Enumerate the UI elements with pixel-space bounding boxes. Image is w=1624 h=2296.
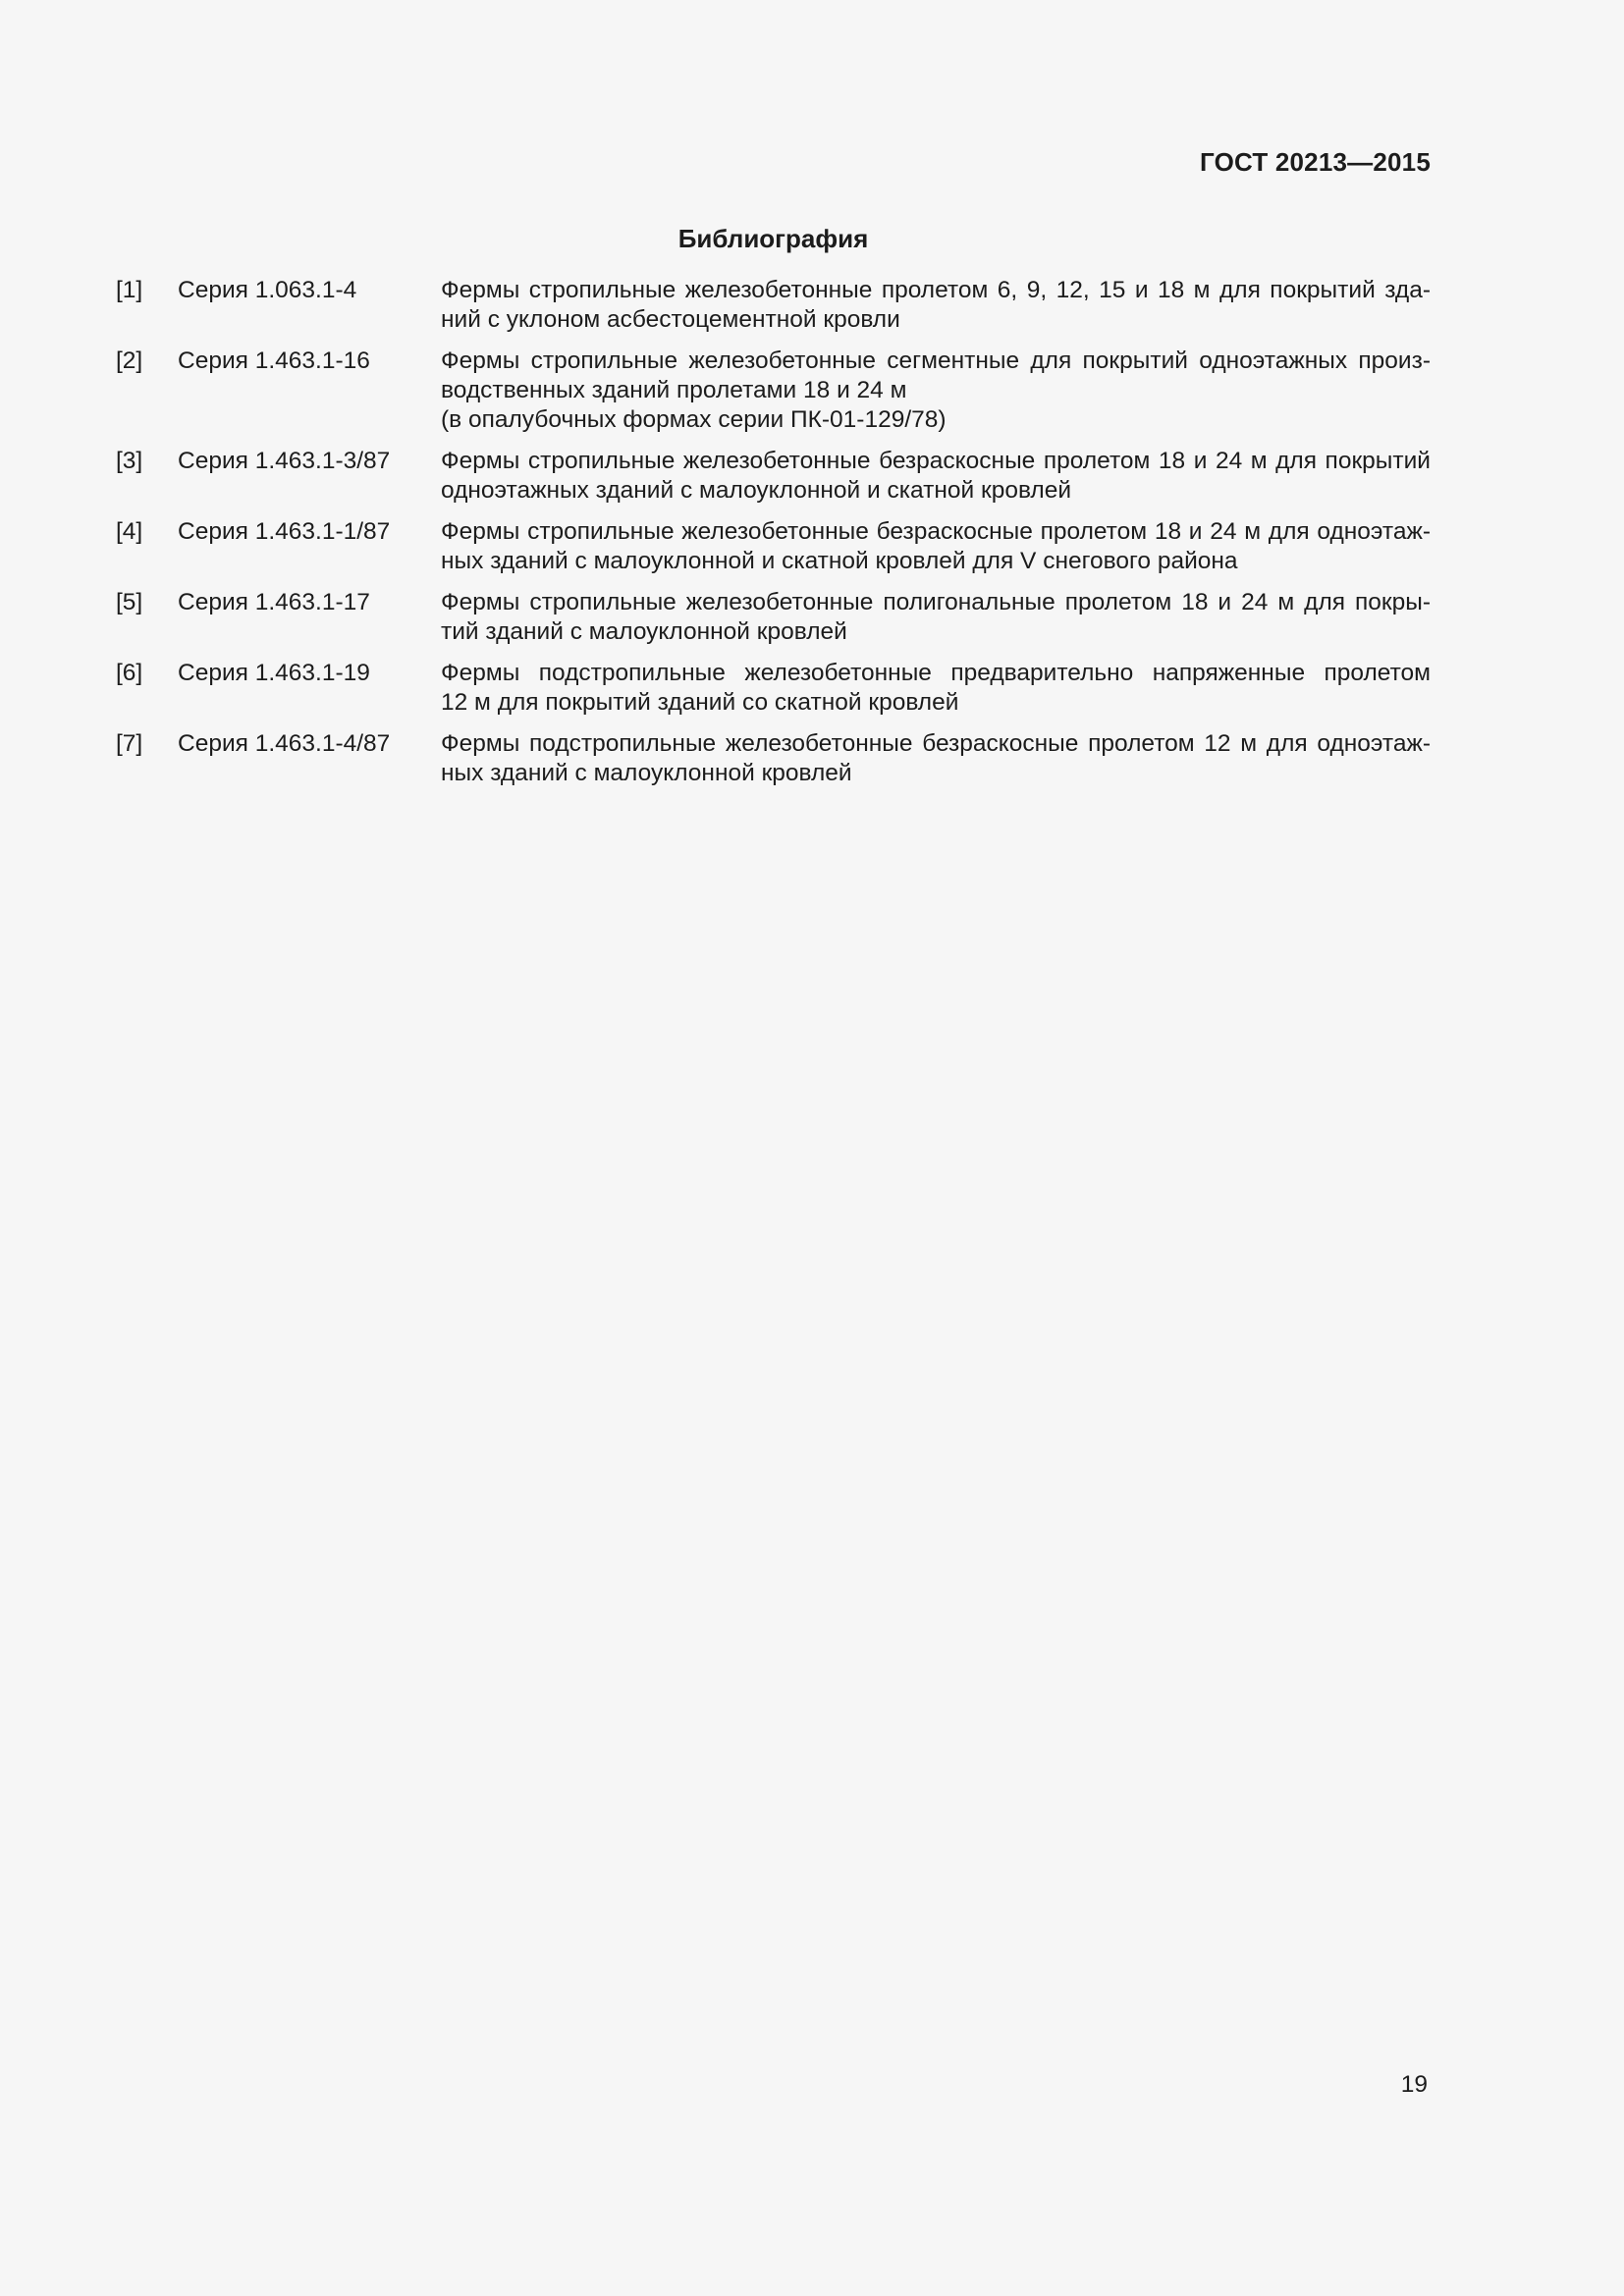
entry-description: [441, 276, 1431, 335]
document-code: ГОСТ 20213—2015: [1200, 147, 1431, 177]
entry-description: [441, 517, 1431, 576]
bibliography-entry: [116, 347, 1431, 435]
bibliography-entry: [116, 517, 1431, 576]
entry-description: [441, 347, 1431, 435]
entry-description: [441, 659, 1431, 718]
entry-description: [441, 729, 1431, 788]
entry-number: [3]: [116, 448, 143, 474]
entry-series: Серия 1.463.1-3/87: [178, 448, 391, 474]
entry-description-line: водственных зданий пролетами 18 и 24 м: [441, 377, 907, 403]
entry-description-line: тий зданий с малоуклонной кровлей: [441, 618, 847, 645]
entry-series: Серия 1.463.1-4/87: [178, 730, 391, 757]
entry-number: [5]: [116, 589, 143, 615]
section-title: Библиография: [677, 224, 869, 253]
entry-description-line: Фермы подстропильные железобетонные безраскосные пролетом 12 м для одноэтаж-: [441, 730, 1431, 757]
bibliography-entry: [116, 276, 1431, 335]
entry-series: Серия 1.463.1-16: [178, 347, 370, 374]
bibliography-entry: [116, 447, 1431, 506]
entry-number: [1]: [116, 277, 143, 303]
entry-description-line: Фермы стропильные железобетонные полигональные пролетом 18 и 24 м для покры-: [441, 589, 1431, 615]
entry-description-line: ных зданий с малоуклонной кровлей: [441, 760, 852, 786]
entry-description-line: одноэтажных зданий с малоуклонной и скатной кровлей: [441, 477, 1072, 504]
entry-description-line: Фермы стропильные железобетонные безраскосные пролетом 18 и 24 м для покрытий: [441, 448, 1431, 474]
entry-number: [2]: [116, 347, 143, 374]
bibliography-entry: [116, 588, 1431, 647]
bibliography-list: [116, 276, 1431, 800]
entry-series: Серия 1.063.1-4: [178, 277, 357, 303]
entry-description-line: ных зданий с малоуклонной и скатной кровлей для V снегового района: [441, 548, 1238, 574]
entry-series: Серия 1.463.1-19: [178, 660, 370, 686]
bibliography-entry: [116, 659, 1431, 718]
entry-description-line: Фермы стропильные железобетонные пролетом 6, 9, 12, 15 и 18 м для покрытий зда-: [441, 277, 1431, 303]
entry-series: Серия 1.463.1-1/87: [178, 518, 391, 545]
entry-description-line: ний с уклоном асбестоцементной кровли: [441, 306, 900, 333]
entry-number: [6]: [116, 660, 143, 686]
bibliography-entry: [116, 729, 1431, 788]
entry-series: Серия 1.463.1-17: [178, 589, 370, 615]
entry-description-line: Фермы стропильные железобетонные сегментные для покрытий одноэтажных произ-: [441, 347, 1431, 374]
page-number: 19: [1400, 2071, 1428, 2098]
entry-number: [7]: [116, 730, 143, 757]
entry-description-line: Фермы стропильные железобетонные безраскосные пролетом 18 и 24 м для одноэтаж-: [441, 518, 1431, 545]
entry-number: [4]: [116, 518, 143, 545]
entry-description-line: Фермы подстропильные железобетонные предварительно напряженные пролетом: [441, 660, 1431, 686]
entry-description-line: (в опалубочных формах серии ПК-01-129/78): [441, 406, 947, 433]
entry-description: [441, 588, 1431, 647]
entry-description: [441, 447, 1431, 506]
entry-description-line: 12 м для покрытий зданий со скатной кровлей: [441, 689, 959, 716]
